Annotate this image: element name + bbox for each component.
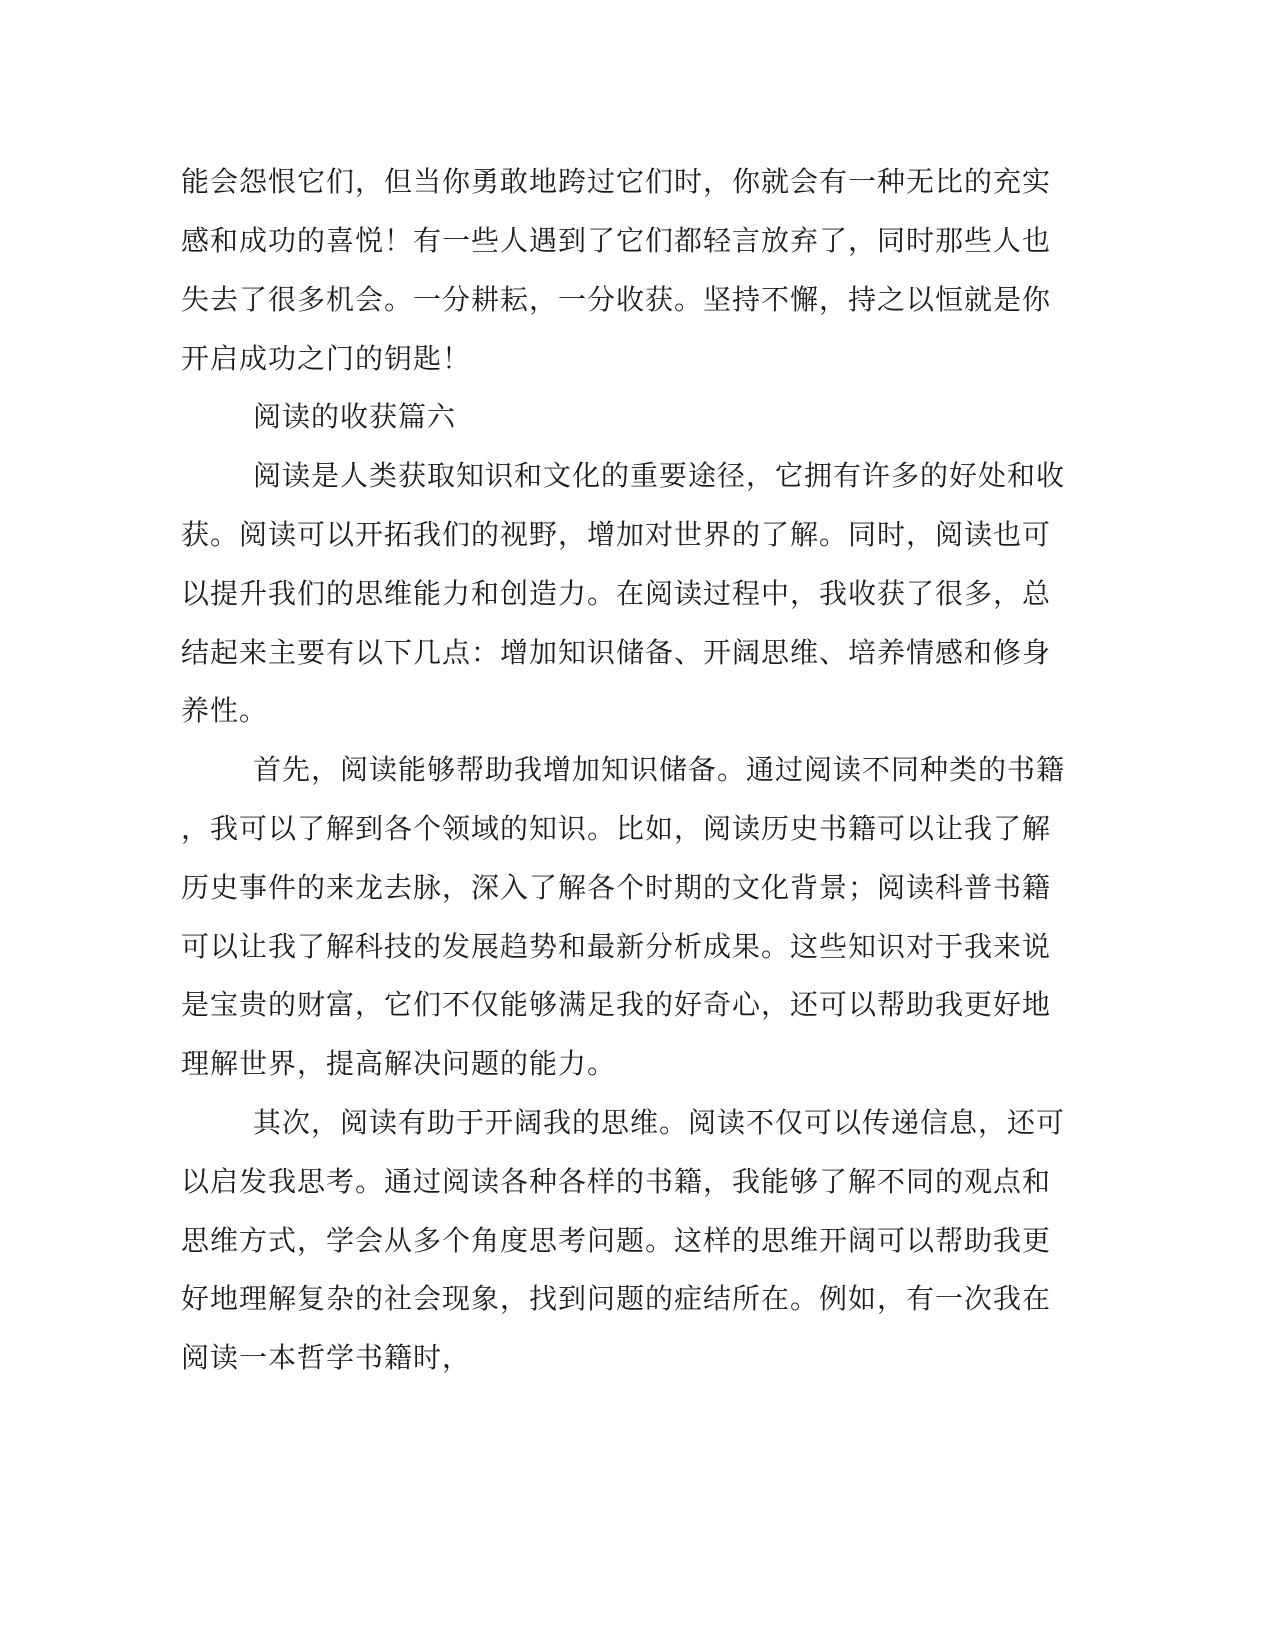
text-line: 获。阅读可以开拓我们的视野，增加对世界的了解。同时，阅读也可 xyxy=(181,518,1052,551)
text-line: 理解世界，提高解决问题的能力。 xyxy=(181,1047,617,1080)
text-line: 开启成功之门的钥匙！ xyxy=(181,342,472,375)
text-line: 是宝贵的财富，它们不仅能够满足我的好奇心，还可以帮助我更好地 xyxy=(181,988,1052,1021)
text-line: ，我可以了解到各个领域的知识。比如，阅读历史书籍可以让我了解 xyxy=(181,812,1052,845)
text-line: 首先，阅读能够帮助我增加知识储备。通过阅读不同种类的书籍 xyxy=(253,753,1066,786)
text-line: 历史事件的来龙去脉，深入了解各个时期的文化背景；阅读科普书籍 xyxy=(181,871,1052,904)
text-line: 结起来主要有以下几点：增加知识储备、开阔思维、培养情感和修身 xyxy=(181,636,1052,669)
text-line: 能会怨恨它们，但当你勇敢地跨过它们时，你就会有一种无比的充实 xyxy=(181,165,1052,198)
text-line: 养性。 xyxy=(181,694,269,727)
section-heading: 阅读的收获篇六 xyxy=(253,400,457,433)
text-line: 思维方式，学会从多个角度思考问题。这样的思维开阔可以帮助我更 xyxy=(181,1224,1052,1257)
text-line: 可以让我了解科技的发展趋势和最新分析成果。这些知识对于我来说 xyxy=(181,930,1052,963)
text-line: 以提升我们的思维能力和创造力。在阅读过程中，我收获了很多，总 xyxy=(181,577,1052,610)
text-line: 其次，阅读有助于开阔我的思维。阅读不仅可以传递信息，还可 xyxy=(253,1106,1066,1139)
text-line: 好地理解复杂的社会现象，找到问题的症结所在。例如，有一次我在 xyxy=(181,1282,1052,1315)
text-line: 失去了很多机会。一分耕耘，一分收获。坚持不懈，持之以恒就是你 xyxy=(181,283,1052,316)
text-line: 以启发我思考。通过阅读各种各样的书籍，我能够了解不同的观点和 xyxy=(181,1165,1052,1198)
text-line: 阅读是人类获取知识和文化的重要途径，它拥有许多的好处和收 xyxy=(253,459,1066,492)
text-line: 感和成功的喜悦！有一些人遇到了它们都轻言放弃了，同时那些人也 xyxy=(181,224,1052,257)
text-line: 阅读一本哲学书籍时， xyxy=(181,1341,472,1374)
